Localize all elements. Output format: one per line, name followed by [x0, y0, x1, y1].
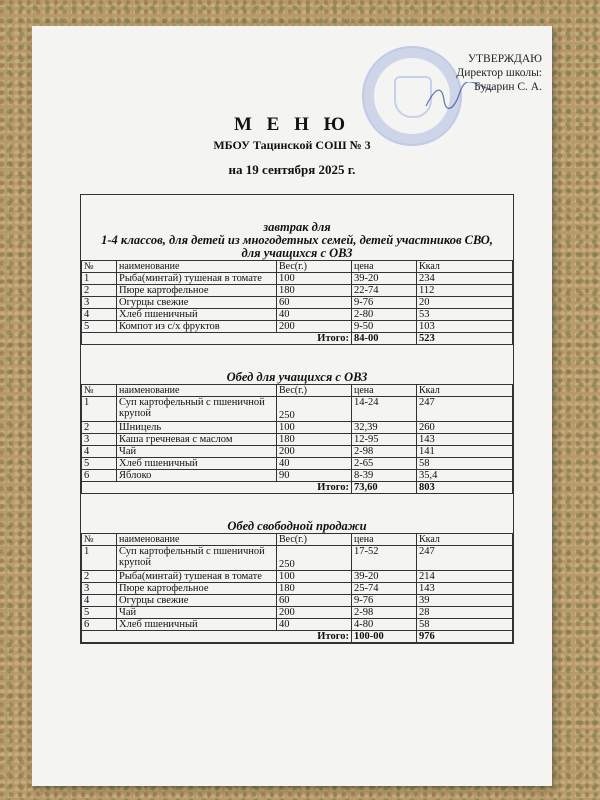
- table-row: 3 Пюре картофельное 180 25-74 143: [82, 583, 513, 595]
- table-header-row: № наименование Вес(г.) цена Ккал: [82, 534, 513, 546]
- table-header-row: № наименование Вес(г.) цена Ккал: [82, 385, 513, 397]
- table-row: 1 Суп картофельный с пшеничной крупой 250 17-52 247: [82, 546, 513, 571]
- table-row: 5 Хлеб пшеничный 40 2-65 58: [82, 458, 513, 470]
- total-price: 100-00: [352, 631, 417, 643]
- total-kcal: 803: [417, 482, 513, 494]
- table-row: 1 Суп картофельный с пшеничной крупой 250 14-24 247: [82, 397, 513, 422]
- table-row: 4 Хлеб пшеничный 40 2-80 53: [82, 309, 513, 321]
- table-row: 6 Хлеб пшеничный 40 4-80 58: [82, 619, 513, 631]
- table-row: 6 Яблоко 90 8-39 35,4: [82, 470, 513, 482]
- table-row: 2 Рыба(минтай) тушеная в томате 100 39-20 214: [82, 571, 513, 583]
- total-kcal: 523: [417, 333, 513, 345]
- table-row: 3 Каша гречневая с маслом 180 12-95 143: [82, 434, 513, 446]
- table-row: 4 Огурцы свежие 60 9-76 39: [82, 595, 513, 607]
- menu-table: [81, 533, 513, 643]
- approval-block: [456, 52, 542, 94]
- table-row: 1 Рыба(минтай) тушеная в томате 100 39-20 234: [82, 273, 513, 285]
- menu-title: М Е Н Ю: [233, 114, 351, 135]
- total-row: Итого: 73,60 803: [82, 482, 513, 494]
- approval-line-3: Бударин С. А.: [474, 81, 542, 93]
- table-row: 4 Чай 200 2-98 141: [82, 446, 513, 458]
- menu-table: [81, 260, 513, 345]
- approval-line-2: Директор школы:: [456, 67, 542, 79]
- table-row: 5 Чай 200 2-98 28: [82, 607, 513, 619]
- total-price: 73,60: [352, 482, 417, 494]
- table-row: 2 Пюре картофельное 180 22-74 112: [82, 285, 513, 297]
- total-row: Итого: 84-00 523: [82, 333, 513, 345]
- table-row: 2 Шницель 100 32,39 260: [82, 422, 513, 434]
- menu-date: на 19 сентября 2025 г.: [228, 162, 356, 177]
- table-header-row: № наименование Вес(г.) цена Ккал: [82, 261, 513, 273]
- section-title: Обед свободной продажи: [227, 519, 367, 533]
- table-row: 3 Огурцы свежие 60 9-76 20: [82, 297, 513, 309]
- approval-line-1: УТВЕРЖДАЮ: [467, 53, 542, 65]
- total-row: Итого: 100-00 976: [82, 631, 513, 643]
- section-title: завтрак для 1-4 классов, для детей из многодетных семей, детей участников СВО, для учащихся с ОВЗ: [101, 220, 493, 260]
- menu-frame: [80, 194, 514, 644]
- total-kcal: 976: [417, 631, 513, 643]
- school-name: МБОУ Тацинской СОШ № 3: [213, 138, 371, 152]
- section-title: Обед для учащихся с ОВЗ: [226, 370, 368, 384]
- menu-sheet: [32, 26, 552, 786]
- total-price: 84-00: [352, 333, 417, 345]
- menu-table: [81, 384, 513, 494]
- table-row: 5 Компот из с/х фруктов 200 9-50 103: [82, 321, 513, 333]
